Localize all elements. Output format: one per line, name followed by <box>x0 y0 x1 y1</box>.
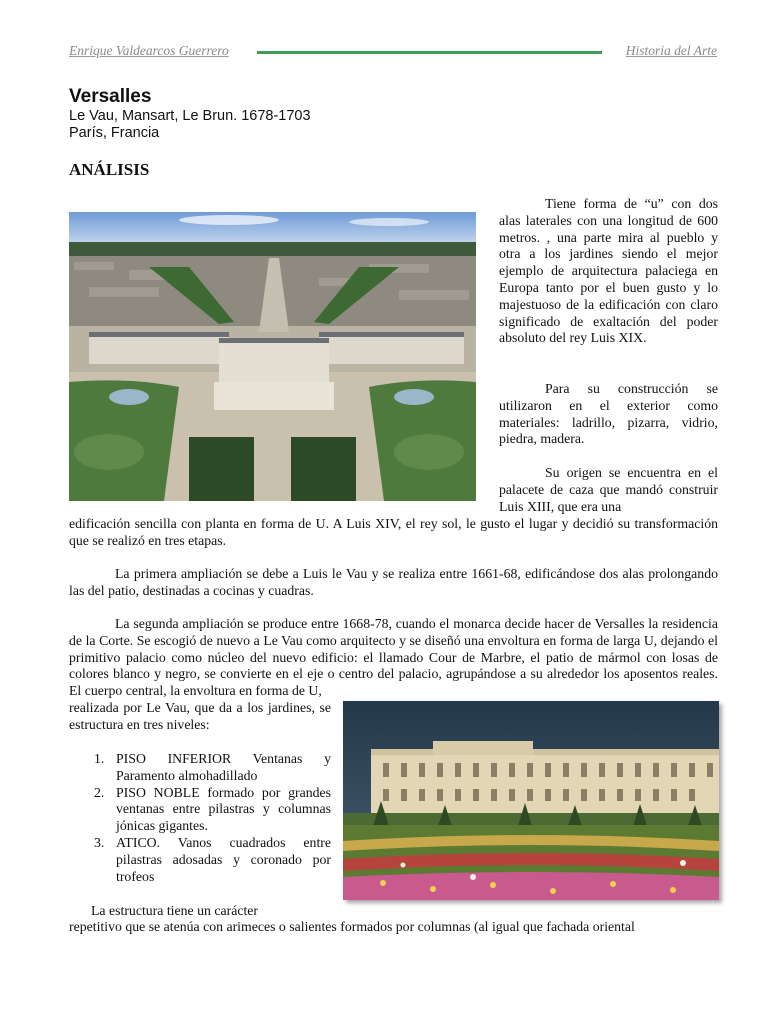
list-item <box>94 751 331 785</box>
header-subject: Historia del Arte <box>625 43 717 58</box>
list-item-text: ATICO. Vanos cuadrados entre pilastras adosadas y coronado por trofeos <box>116 834 331 884</box>
list-item <box>94 785 331 835</box>
page-header <box>69 43 717 61</box>
list-item-number: 3. <box>94 834 105 850</box>
paragraph-shape: Tiene forma de “u” con dos alas laterales con una longitud de 600 metros. , una parte mira al pueblo y otra a los jardines siendo el mejor ejemplo de arquitectura palaciega en Europa tanto por el buen gusto y lo majestuoso de la edificación con claro significado de exaltación del poder absoluto del rey Luis XIX. <box>499 196 718 346</box>
list-item-number: 2. <box>94 784 105 800</box>
levels-list <box>94 751 331 885</box>
aerial-photo-versailles <box>69 212 476 501</box>
paragraph-second-expansion: La segunda ampliación se produce entre 1668-78, cuando el monarca decide hacer de Versalles la residencia de la Corte. Se escogió de nuevo a Le Vau como arquitecto y se diseñó una envoltura en forma de larga U, dejando el primitivo palacio como núcleo del nuevo edificio: el llamado Cour de Marbre, el patio de mármol con losas de colores blanco y negro, se convierte en el eje o centro del palacio, agrupándose a su alrededor los aposentos reales. El cuerpo central, la envoltura en forma de U, <box>69 616 718 699</box>
paragraph-materials: Para su construcción se utilizaron en el exterior como materiales: ladrillo, pizarra, vidrio, piedra, madera. <box>499 381 718 447</box>
paragraph-levels-intro: realizada por Le Vau, que da a los jardines, se estructura en tres niveles: <box>69 700 331 732</box>
header-rule <box>257 51 602 54</box>
paragraph-origin-end: edificación sencilla con planta en forma de U. A Luis XIV, el rey sol, le gusto el lugar y decidió su transformación que se realizó en tres etapas. <box>69 516 718 548</box>
section-heading: ANÁLISIS <box>69 160 150 179</box>
header-author: Enrique Valdearcos Guerrero <box>69 43 229 58</box>
list-item-text: PISO NOBLE formado por grandes ventanas entre pilastras y columnas jónicas gigantes. <box>116 784 331 834</box>
paragraph-structure-continued: repetitivo que se atenúa con arimeces o salientes formados por columnas (al igual que fachada oriental <box>69 919 635 934</box>
list-item-number: 1. <box>94 751 105 766</box>
subtitle-architects: Le Vau, Mansart, Le Brun. 1678-1703 <box>69 108 311 124</box>
garden-facade-photo <box>343 701 719 900</box>
page-title: Versalles <box>69 86 152 107</box>
paragraph-structure-start: La estructura tiene un carácter <box>91 903 258 918</box>
paragraph-origin-start: Su origen se encuentra en el palacete de caza que mandó construir Luis XIII, que era una <box>499 465 718 514</box>
list-item-text: PISO INFERIOR Ventanas y Paramento almohadillado <box>116 751 331 783</box>
paragraph-first-expansion: La primera ampliación se debe a Luis le Vau y se realiza entre 1661-68, edificándose dos alas prolongando las del patio, destinadas a cocinas y cuadras. <box>69 566 718 598</box>
subtitle-location: París, Francia <box>69 125 160 141</box>
list-item <box>94 835 331 885</box>
